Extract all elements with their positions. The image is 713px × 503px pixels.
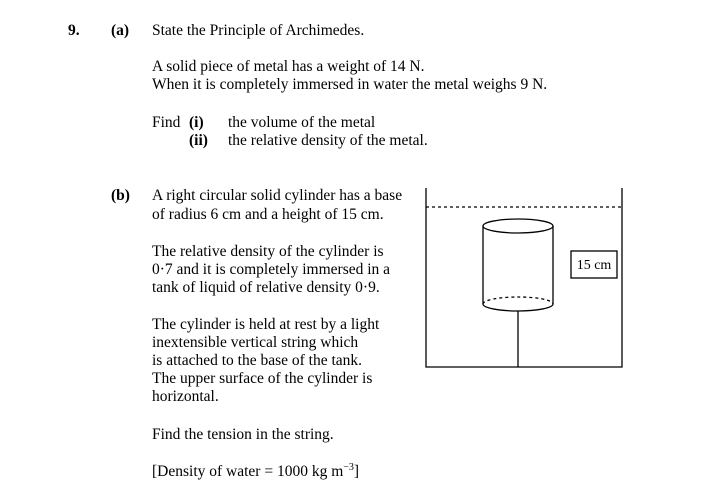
- part-b-find: Find the tension in the string.: [152, 426, 334, 443]
- part-b-label: (b): [111, 187, 130, 204]
- cylinder-bottom-back: [483, 297, 553, 304]
- part-b-line: The upper surface of the cylinder is: [152, 370, 373, 387]
- part-a-find: Find: [152, 114, 181, 131]
- cylinder-bottom-front: [483, 304, 553, 311]
- part-a-intro: State the Principle of Archimedes.: [152, 22, 365, 39]
- part-b-line: The cylinder is held at rest by a light: [152, 316, 380, 333]
- part-b-line: A right circular solid cylinder has a base: [152, 187, 403, 204]
- height-label: 15 cm: [576, 258, 612, 273]
- part-a-i-text: the volume of the metal: [228, 114, 376, 131]
- part-a-i-label: (i): [189, 114, 204, 131]
- part-b-line: tank of liquid of relative density 0·9.: [152, 279, 380, 296]
- part-a-label: (a): [111, 22, 130, 39]
- part-a-ii-text: the relative density of the metal.: [228, 132, 428, 149]
- part-b-line: horizontal.: [152, 388, 219, 405]
- question-number: 9.: [68, 22, 80, 39]
- part-b-line: of radius 6 cm and a height of 15 cm.: [152, 206, 384, 223]
- part-a-line-1: A solid piece of metal has a weight of 14 N.: [152, 58, 425, 75]
- part-a-line-2: When it is completely immersed in water the metal weighs 9 N.: [152, 76, 548, 93]
- part-a-ii-label: (ii): [189, 132, 208, 149]
- part-b-line: inextensible vertical string which: [152, 334, 359, 351]
- density-note-text: [Density of water = 1000 kg m: [152, 463, 344, 480]
- density-note: [152, 463, 359, 481]
- cylinder-top: [483, 219, 553, 233]
- part-b-line: is attached to the base of the tank.: [152, 352, 363, 369]
- tank-cylinder-diagram: [420, 180, 630, 370]
- density-note-close: ]: [353, 463, 360, 480]
- part-b-line: The relative density of the cylinder is: [152, 243, 384, 260]
- density-exponent: −3: [343, 462, 354, 473]
- part-b-line: 0·7 and it is completely immersed in a: [152, 261, 391, 278]
